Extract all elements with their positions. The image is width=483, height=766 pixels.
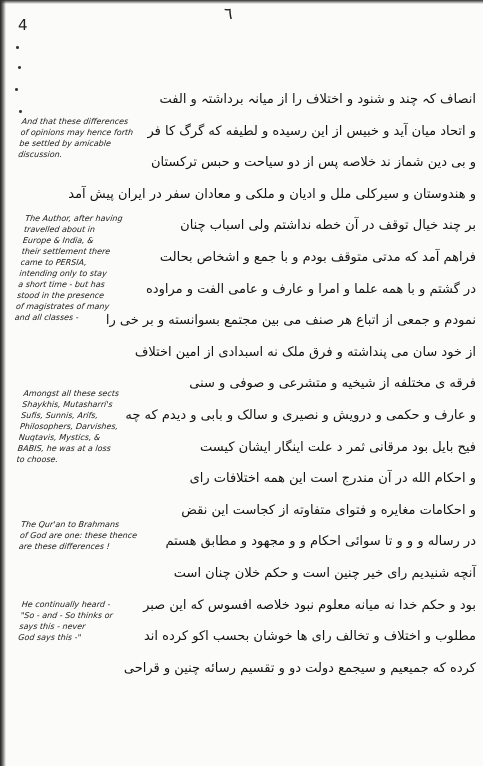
margin-note-text: The Author, after having travelled about in Europe & India, & their settlement there came to PERSIA, intending only to stay a short time - but has stood in the presence of magistrates of many and all classes - — [14, 214, 124, 322]
text-line: و بی دین شماز ند خلاصه پس از دو سیاحت و حبس ترکستان — [150, 155, 476, 171]
margin-note — [17, 116, 156, 160]
text-line: از خود سان می پنداشته و فرق ملک نه اسبدادی از امین اختلاف — [134, 344, 476, 360]
text-line: در رساله و و و تا سوائی احکام و و مجهود و مطابق هستم — [165, 534, 476, 550]
text-line: در گشتم و با همه علما و امرا و عارف و عامی الفت و مراوده — [145, 281, 476, 297]
scan-edge-shadow — [0, 0, 6, 766]
text-line: نمودم و جمعی از اتباع هر صنف می بین مجتمع بسوانسته و بر خی را — [105, 313, 476, 329]
margin-note-text: And that these differences of opinions may hence forth be settled by amicable discussion. — [17, 117, 134, 159]
text-line: انصاف کہ چند و شنود و اختلاف را از میانہ برداشتہ و الفت — [159, 92, 476, 107]
margin-note-text: He continually heard - "So - and - So thinks or says this - never God says this -" — [17, 600, 114, 642]
text-line: فراهم آمد که مدتی متوقف بودم و با جمع و اشخاص بحالت — [159, 249, 476, 265]
margin-note-text: Amongst all these sects Shaykhis, Mutasharri's Sufis, Sunnis, Arifs, Philosophers, Darvishes, Nuqtavis, Mystics, & BABIS, he was at a loss to choose. — [16, 389, 120, 464]
margin-note-text: The Qur'an to Brahmans of God are one: these thence are these differences ! — [18, 520, 138, 551]
text-line: فرقه ی مختلفه از شیخیه و متشرعی و صوفی و سنی — [189, 376, 476, 392]
text-line: و عارف و حکمی و درویش و نصیری و سالک و بابی و دیدم که چه — [125, 407, 476, 423]
page-number: 4 — [18, 16, 28, 34]
text-line: و هندوستان و سیرکلی ملل و ادیان و ملکی و معادان سفر در ایران پیش آمد — [68, 186, 476, 202]
text-line: فیح بایل بود مرقانی ثمر د علت اینگار ایشان کیست — [200, 439, 476, 455]
folio-mark: ٦ — [224, 4, 233, 23]
text-line: و احکامات مغایره و فتوای متفاوته از کجاست این نقض — [181, 502, 476, 518]
text-line: و اتحاد میان آید و خبیس از این رسیده و لطیفه که گرگ کا فر — [147, 123, 476, 139]
scan-top-shadow — [0, 0, 483, 4]
margin-note — [20, 519, 156, 552]
text-line: بر چند خیال توقف در آن خطه نداشتم ولی اسباب چنان — [180, 218, 476, 234]
margin-note — [17, 599, 156, 643]
text-line: و احکام الله در آن مندرج است این همه اختلافات رای — [189, 471, 476, 487]
text-line: مطلوب و اختلاف و تخالف رای ها خوشان بحسب اکو کرده اند — [143, 629, 476, 645]
text-line: بود و حکم خدا نه میانه معلوم نبود خلاصه افسوس که این صبر — [143, 597, 476, 613]
text-line: کرده که جمیعیم و سیجمع دولت دو و تقسیم رسائه چنین و قراحی — [123, 660, 476, 676]
text-line: آنچه شنیدیم رای خیر چنین است و حکم خلان چنان است — [173, 565, 476, 581]
